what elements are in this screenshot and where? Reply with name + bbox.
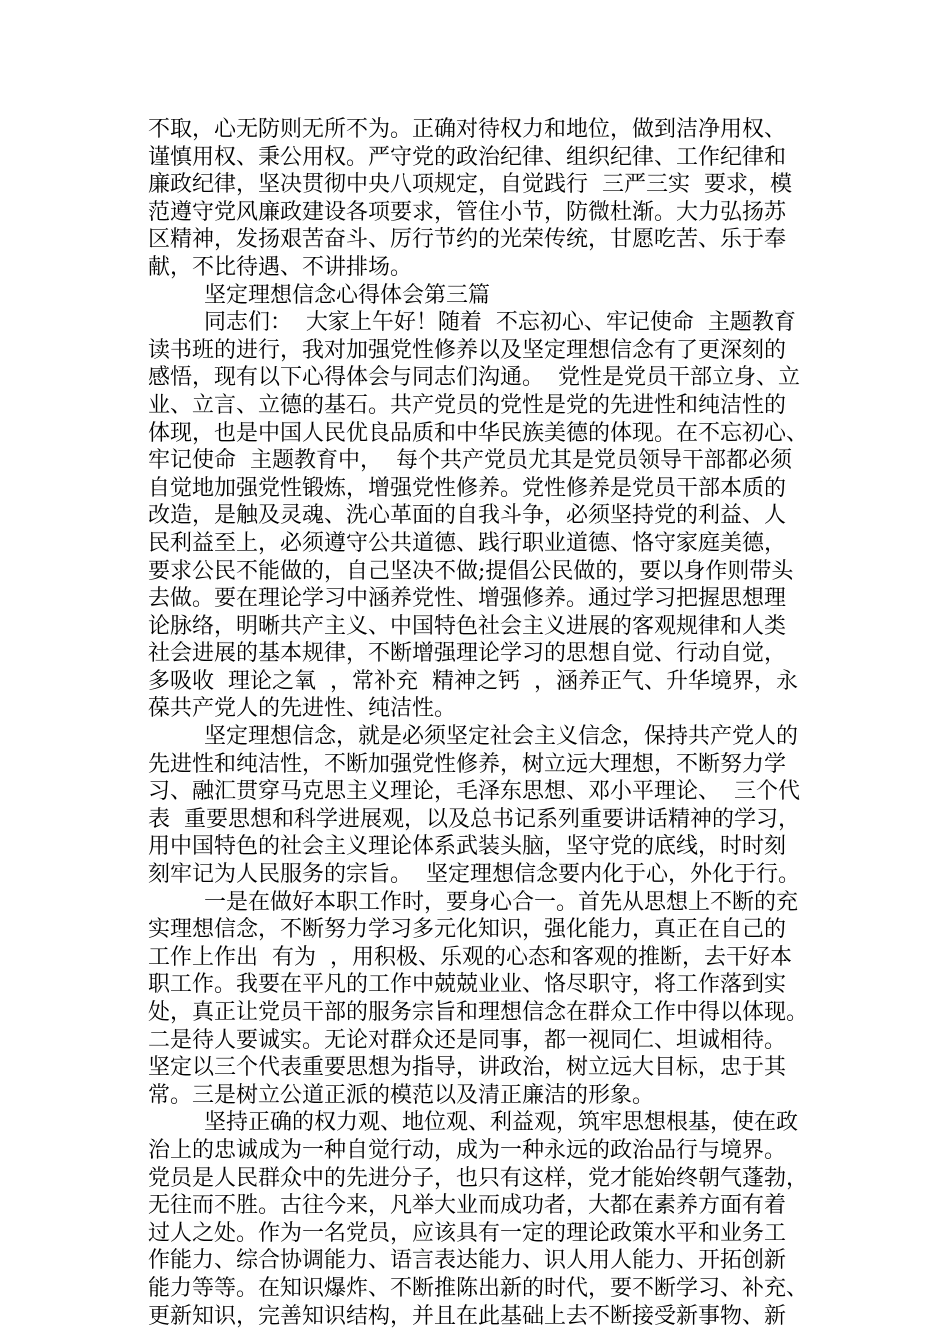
text-line: 职工作。我要在平凡的工作中兢兢业业、恪尽职守，将工作落到实 bbox=[148, 972, 787, 998]
text-line: 更新知识，完善知识结构，并且在此基础上去不断接受新事物、新 bbox=[148, 1303, 787, 1329]
text-line: 二是待人要诚实。无论对群众还是同事，都一视同仁、坦诚相待。 bbox=[148, 1027, 787, 1053]
text-line: 业、立言、立德的基石。共产党员的党性是党的先进性和纯洁性的 bbox=[148, 392, 787, 418]
text-line: 体现，也是中国人民优良品质和中华民族美德的体现。在不忘初心、 bbox=[148, 420, 809, 446]
text-line: 无往而不胜。古往今来，凡举大业而成功者，大都在素养方面有着 bbox=[148, 1193, 787, 1219]
text-line: 坚定以三个代表重要思想为指导，讲政治，树立远大目标，忠于其 bbox=[148, 1055, 787, 1081]
text-line: 坚持正确的权力观、地位观、利益观，筑牢思想根基，使在政 bbox=[148, 1110, 798, 1136]
text-line: 社会进展的基本规律，不断增强理论学习的思想自觉、行动自觉， bbox=[148, 641, 787, 667]
text-line: 多吸收 理论之氧 ，常补充 精神之钙 ，涵养正气、升华境界，永 bbox=[148, 668, 798, 694]
text-line: 先进性和纯洁性，不断加强党性修养，树立远大理想，不断努力学 bbox=[148, 751, 787, 777]
text-line: 去做。要在理论学习中涵养党性、增强修养。通过学习把握思想理 bbox=[148, 586, 787, 612]
text-line: 工作上作出 有为 ，用积极、乐观的心态和客观的推断，去干好本 bbox=[148, 944, 792, 970]
text-line: 自觉地加强党性锻炼，增强党性修养。党性修养是党员干部本质的 bbox=[148, 475, 787, 501]
text-line: 区精神，发扬艰苦奋斗、厉行节约的光荣传统，甘愿吃苦、乐于奉 bbox=[148, 227, 787, 253]
text-line: 感悟，现有以下心得体会与同志们沟通。 党性是党员干部立身、立 bbox=[148, 365, 800, 391]
text-line: 党员是人民群众中的先进分子，也只有这样，党才能始终朝气蓬勃， bbox=[148, 1165, 809, 1191]
text-line: 表 重要思想和科学进展观，以及总书记系列重要讲话精神的学习， bbox=[148, 806, 800, 832]
text-line: 论脉络，明晰共产主义、中国特色社会主义进展的客观规律和人类 bbox=[148, 613, 787, 639]
text-line: 廉政纪律，坚决贯彻中央八项规定，自觉践行 三严三实 要求，模 bbox=[148, 172, 792, 198]
text-line: 坚定理想信念，就是必须坚定社会主义信念，保持共产党人的 bbox=[148, 724, 798, 750]
text-line: 习、融汇贯穿马克思主义理论，毛泽东思想、邓小平理论、 三个代 bbox=[148, 779, 800, 805]
document-body bbox=[148, 116, 818, 1330]
text-line: 常。三是树立公道正派的模范以及清正廉洁的形象。 bbox=[148, 1082, 655, 1108]
text-line: 民利益至上，必须遵守公共道德、践行职业道德、恪守家庭美德， bbox=[148, 530, 787, 556]
text-line: 一是在做好本职工作时，要身心合一。首先从思想上不断的充 bbox=[148, 889, 798, 915]
text-line: 献，不比待遇、不讲排场。 bbox=[148, 254, 413, 280]
text-line: 用中国特色的社会主义理论体系武装头脑，坚守党的底线，时时刻 bbox=[148, 834, 787, 860]
text-line: 过人之处。作为一名党员，应该具有一定的理论政策水平和业务工 bbox=[148, 1220, 787, 1246]
text-line: 谨慎用权、秉公用权。严守党的政治纪律、组织纪律、工作纪律和 bbox=[148, 144, 787, 170]
text-line: 能力等等。在知识爆炸、不断推陈出新的时代，要不断学习、补充、 bbox=[148, 1275, 809, 1301]
text-line: 处，真正让党员干部的服务宗旨和理想信念在群众工作中得以体现。 bbox=[148, 1000, 809, 1025]
text-line: 治上的忠诚成为一种自觉行动，成为一种永远的政治品行与境界。 bbox=[148, 1137, 787, 1163]
text-line: 改造，是触及灵魂、洗心革面的自我斗争，必须坚持党的利益、人 bbox=[148, 503, 787, 529]
section-title: 坚定理想信念心得体会第三篇 bbox=[148, 282, 490, 308]
text-line: 不取，心无防则无所不为。正确对待权力和地位，做到洁净用权、 bbox=[148, 117, 787, 142]
text-line: 要求公民不能做的，自己坚决不做;提倡公民做的，要以身作则带头 bbox=[148, 558, 794, 584]
text-line: 范遵守党风廉政建设各项要求，管住小节，防微杜渐。大力弘扬苏 bbox=[148, 199, 787, 225]
text-line: 刻牢记为人民服务的宗旨。 坚定理想信念要内化于心，外化于行。 bbox=[148, 862, 800, 888]
text-line: 实理想信念，不断努力学习多元化知识，强化能力，真正在自己的 bbox=[148, 917, 787, 943]
text-line: 作能力、综合协调能力、语言表达能力、识人用人能力、开拓创新 bbox=[148, 1248, 787, 1274]
text-line: 同志们： 大家上午好！随着 不忘初心、牢记使命 主题教育 bbox=[148, 310, 796, 336]
text-line: 读书班的进行，我对加强党性修养以及坚定理想信念有了更深刻的 bbox=[148, 337, 787, 363]
text-line: 葆共产党人的先进性、纯洁性。 bbox=[148, 696, 457, 722]
text-line: 牢记使命 主题教育中， 每个共产党员尤其是党员领导干部都必须 bbox=[148, 448, 792, 474]
